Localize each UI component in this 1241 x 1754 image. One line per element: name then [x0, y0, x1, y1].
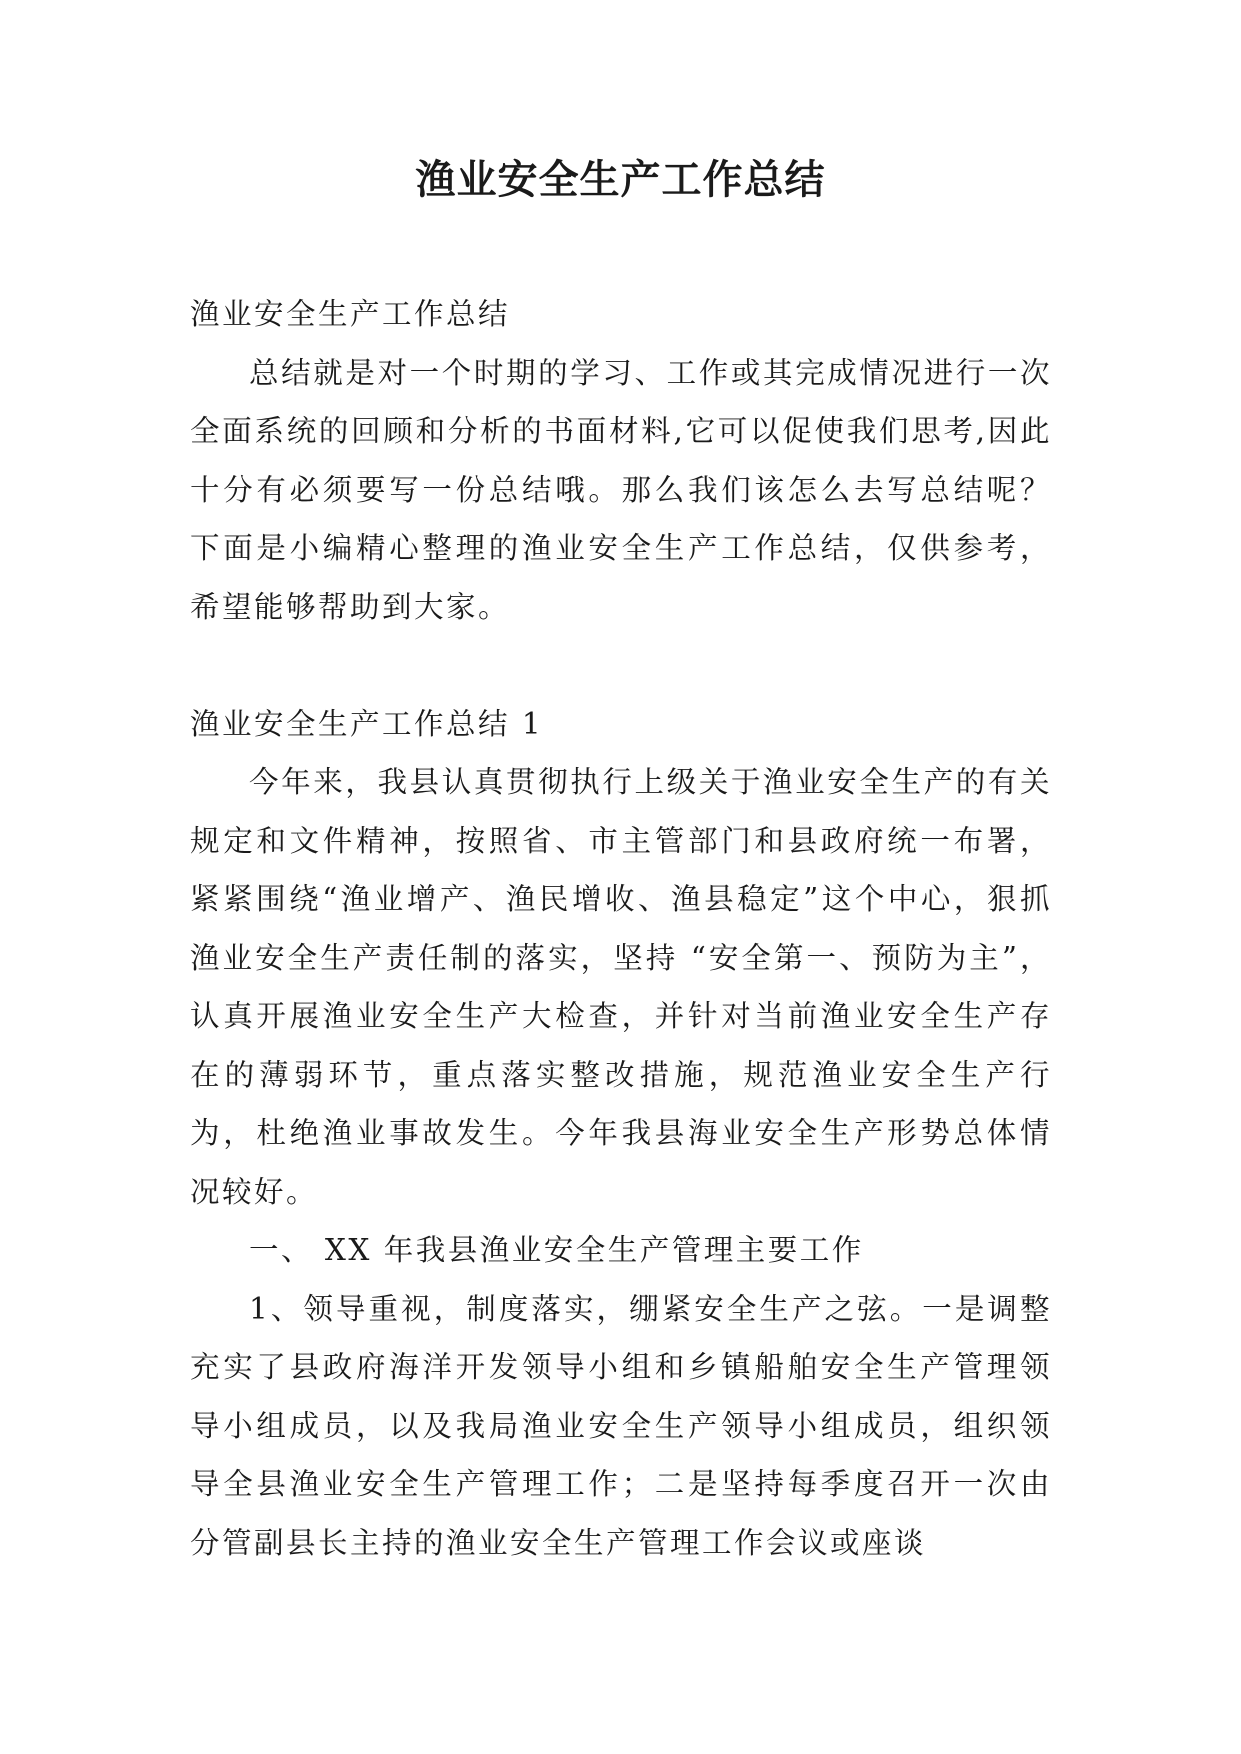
intro-paragraph: 总结就是对一个时期的学习、工作或其完成情况进行一次全面系统的回顾和分析的书面材料,它可以促使我们思考,因此十分有必须要写一份总结哦。那么我们该怎么去写总结呢？下面是小编精心整理的渔业安全生产工作总结，仅供参考，希望能够帮助到大家。 [190, 355, 1052, 624]
list-item: 1、领导重视，制度落实，绷紧安全生产之弦。一是调整充实了县政府海洋开发领导小组和乡镇船舶安全生产管理领导小组成员，以及我局渔业安全生产领导小组成员，组织领导全县渔业安全生产管理工作；二是坚持每季度召开一次由分管副县长主持的渔业安全生产管理工作会议或座谈 [190, 1291, 1052, 1560]
document-body [190, 285, 1052, 1572]
paragraph-gap [190, 636, 1052, 695]
subheading: 一、 XX 年我县渔业安全生产管理主要工作 [249, 1233, 864, 1267]
intro-heading: 渔业安全生产工作总结 [190, 297, 511, 331]
document-title: 渔业安全生产工作总结 [415, 156, 826, 203]
section-paragraph: 今年来，我县认真贯彻执行上级关于渔业安全生产的有关规定和文件精神，按照省、市主管部门和县政府统一布署，紧紧围绕“渔业增产、渔民增收、渔县稳定”这个中心，狠抓渔业安全生产责任制的落实，坚持 “安全第一、预防为主”，认真开展渔业安全生产大检查，并针对当前渔业安全生产存在的薄弱环节，重点落实整改措施，规范渔业安全生产行为，杜绝渔业事故发生。今年我县海业安全生产形势总体情况较好。 [190, 765, 1052, 1209]
section-heading: 渔业安全生产工作总结 1 [190, 706, 544, 741]
